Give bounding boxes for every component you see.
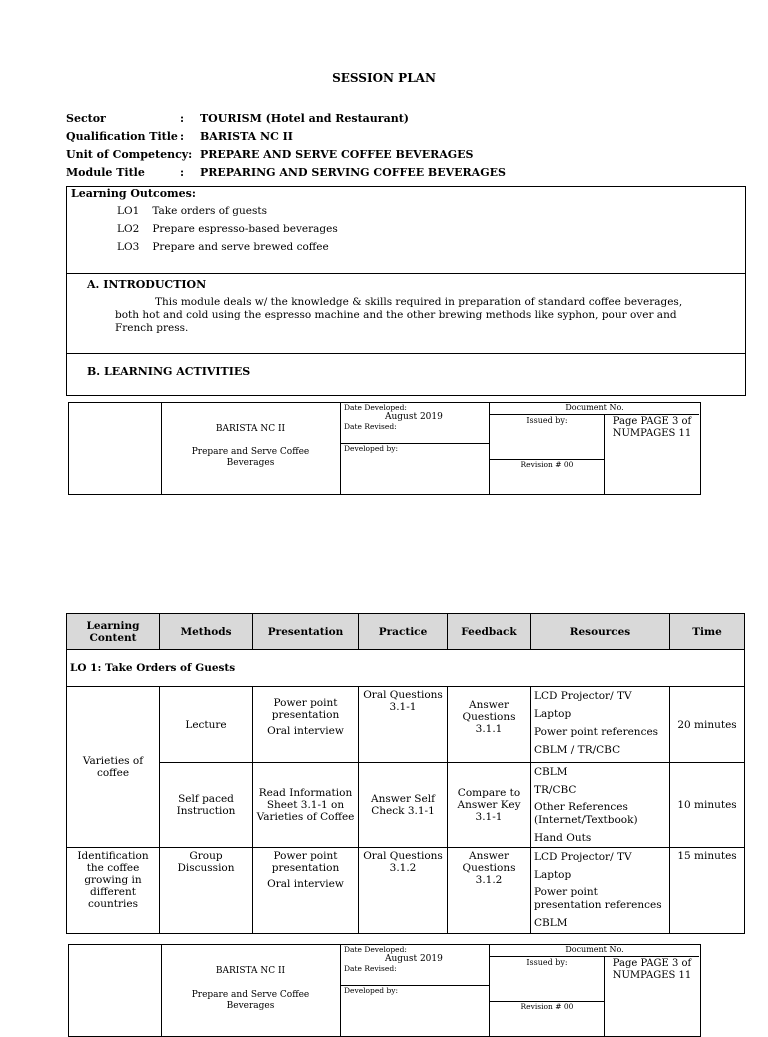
resources-cell: [531, 848, 670, 934]
footer-title-cell: [161, 945, 341, 1036]
table-row: [67, 650, 745, 687]
resource-item: Other References (Internet/Textbook): [534, 801, 638, 826]
footer-revision: Revision # 00: [520, 460, 574, 469]
resource-item: CBLM / TR/CBC: [534, 744, 621, 756]
document-footer: [68, 402, 701, 495]
footer-divider: [490, 414, 699, 415]
feedback-cell: Answer Questions 3.1.1: [448, 687, 531, 763]
footer-module: Prepare and Serve Coffee Beverages: [191, 990, 310, 1011]
footer-module: Prepare and Serve Coffee Beverages: [191, 447, 310, 468]
column-header: Methods: [160, 614, 253, 650]
footer-developed-by-label: Developed by:: [344, 986, 399, 995]
time-cell: 20 minutes: [670, 687, 745, 763]
column-header: Practice: [359, 614, 448, 650]
presentation-line: Power point presentation: [271, 697, 340, 721]
footer-developed-by-label: Developed by:: [344, 444, 399, 453]
meta-colon: :: [180, 112, 185, 125]
lo-item: LO2 Prepare espresso-based beverages: [117, 223, 338, 235]
lo-item: LO3 Prepare and serve brewed coffee: [117, 241, 329, 253]
footer-page-number: Page PAGE 3 of NUMPAGES 11: [612, 416, 692, 439]
learning-activities-table: [66, 613, 745, 934]
column-header: Presentation: [253, 614, 359, 650]
footer-date-developed: August 2019: [385, 412, 443, 422]
lo-item: LO1 Take orders of guests: [117, 205, 267, 217]
resource-item: LCD Projector/ TV: [534, 851, 632, 863]
resource-item: Laptop: [534, 869, 572, 881]
learning-content-cell: Varieties of coffee: [67, 687, 160, 848]
footer-date-revised-label: Date Revised:: [344, 422, 397, 431]
footer-logo-cell: [69, 945, 162, 1036]
footer-issued-by: Issued by:: [526, 416, 568, 425]
meta-value: PREPARE AND SERVE COFFEE BEVERAGES: [200, 148, 474, 161]
meta-colon: :: [180, 130, 185, 143]
footer-divider: [490, 956, 699, 957]
column-header: Resources: [531, 614, 670, 650]
footer-document-cell: [490, 945, 699, 1036]
practice-cell: Oral Questions 3.1-1: [359, 687, 448, 763]
time-cell: 15 minutes: [670, 848, 745, 934]
presentation-cell: [253, 687, 359, 763]
footer-date-developed: August 2019: [385, 954, 443, 964]
learning-activities-box: [66, 353, 746, 396]
footer-page-number: Page PAGE 3 of NUMPAGES 11: [612, 958, 692, 981]
footer-qualification: BARISTA NC II: [215, 424, 286, 434]
resources-cell: [531, 763, 670, 848]
meta-value: BARISTA NC II: [200, 130, 293, 143]
learning-outcomes-heading: Learning Outcomes:: [71, 187, 196, 200]
footer-document-cell: [490, 403, 699, 494]
column-header: Feedback: [448, 614, 531, 650]
meta-label: Unit of Competency:: [66, 148, 193, 161]
footer-logo-cell: [69, 403, 162, 494]
resource-item: CBLM: [534, 766, 568, 778]
method-cell: Lecture: [160, 687, 253, 763]
presentation-cell: Read Information Sheet 3.1-1 on Varieties of Coffee: [253, 763, 359, 848]
footer-date-revised-label: Date Revised:: [344, 964, 397, 973]
column-header: Learning Content: [67, 614, 160, 650]
presentation-line: Oral interview: [267, 725, 344, 737]
introduction-text: This module deals w/ the knowledge & skills required in preparation of standard coffee beverages, both hot and cold using the espresso machine and the other brewing methods like syphon, pour over and French press.: [115, 296, 683, 334]
footer-dates-cell: [341, 945, 490, 1036]
footer-date-developed-label: Date Developed:: [344, 945, 407, 954]
lo-row-label: LO 1: Take Orders of Guests: [67, 650, 745, 687]
resource-item: Power point presentation references: [534, 886, 662, 911]
footer-document-no: Document No.: [565, 403, 624, 412]
meta-value: PREPARING AND SERVING COFFEE BEVERAGES: [200, 166, 506, 179]
footer-dates-cell: [341, 403, 490, 494]
table-row: [67, 763, 745, 848]
resource-item: TR/CBC: [534, 784, 577, 796]
meta-colon: :: [180, 166, 185, 179]
feedback-cell: Answer Questions 3.1.2: [448, 848, 531, 934]
resource-item: LCD Projector/ TV: [534, 690, 632, 702]
introduction-box: [66, 272, 746, 354]
feedback-cell: Compare to Answer Key 3.1-1: [448, 763, 531, 848]
footer-divider: [604, 414, 605, 494]
introduction-heading: A. INTRODUCTION: [87, 278, 207, 291]
learning-activities-heading: B. LEARNING ACTIVITIES: [87, 365, 251, 378]
time-cell: 10 minutes: [670, 763, 745, 848]
footer-issued-by: Issued by:: [526, 958, 568, 967]
footer-title-cell: [161, 403, 341, 494]
resource-item: Laptop: [534, 708, 572, 720]
footer-qualification: BARISTA NC II: [215, 966, 286, 976]
table-row: [67, 848, 745, 934]
column-header: Time: [670, 614, 745, 650]
learning-outcomes-box: [66, 186, 746, 274]
page-title: SESSION PLAN: [332, 71, 436, 85]
footer-document-no: Document No.: [565, 945, 624, 954]
method-cell: Group Discussion: [160, 848, 253, 934]
table-row: [67, 687, 745, 763]
resource-item: Power point references: [534, 726, 659, 738]
table-header-row: [67, 614, 745, 650]
resources-cell: [531, 687, 670, 763]
meta-value: TOURISM (Hotel and Restaurant): [200, 112, 410, 125]
document-footer: [68, 944, 701, 1037]
presentation-cell: [253, 848, 359, 934]
meta-label: Module Title: [66, 166, 145, 179]
resource-item: CBLM: [534, 917, 568, 929]
meta-label: Sector: [66, 112, 106, 125]
resource-item: Hand Outs: [534, 832, 592, 844]
footer-divider: [604, 956, 605, 1036]
meta-label: Qualification Title: [66, 130, 178, 143]
footer-date-developed-label: Date Developed:: [344, 403, 407, 412]
presentation-line: Power point presentation: [271, 850, 340, 874]
practice-cell: Oral Questions 3.1.2: [359, 848, 448, 934]
method-cell: Self paced Instruction: [160, 763, 253, 848]
learning-content-cell: Identification the coffee growing in different countries: [67, 848, 160, 934]
footer-revision: Revision # 00: [520, 1002, 574, 1011]
practice-cell: Answer Self Check 3.1-1: [359, 763, 448, 848]
presentation-line: Oral interview: [267, 878, 344, 890]
